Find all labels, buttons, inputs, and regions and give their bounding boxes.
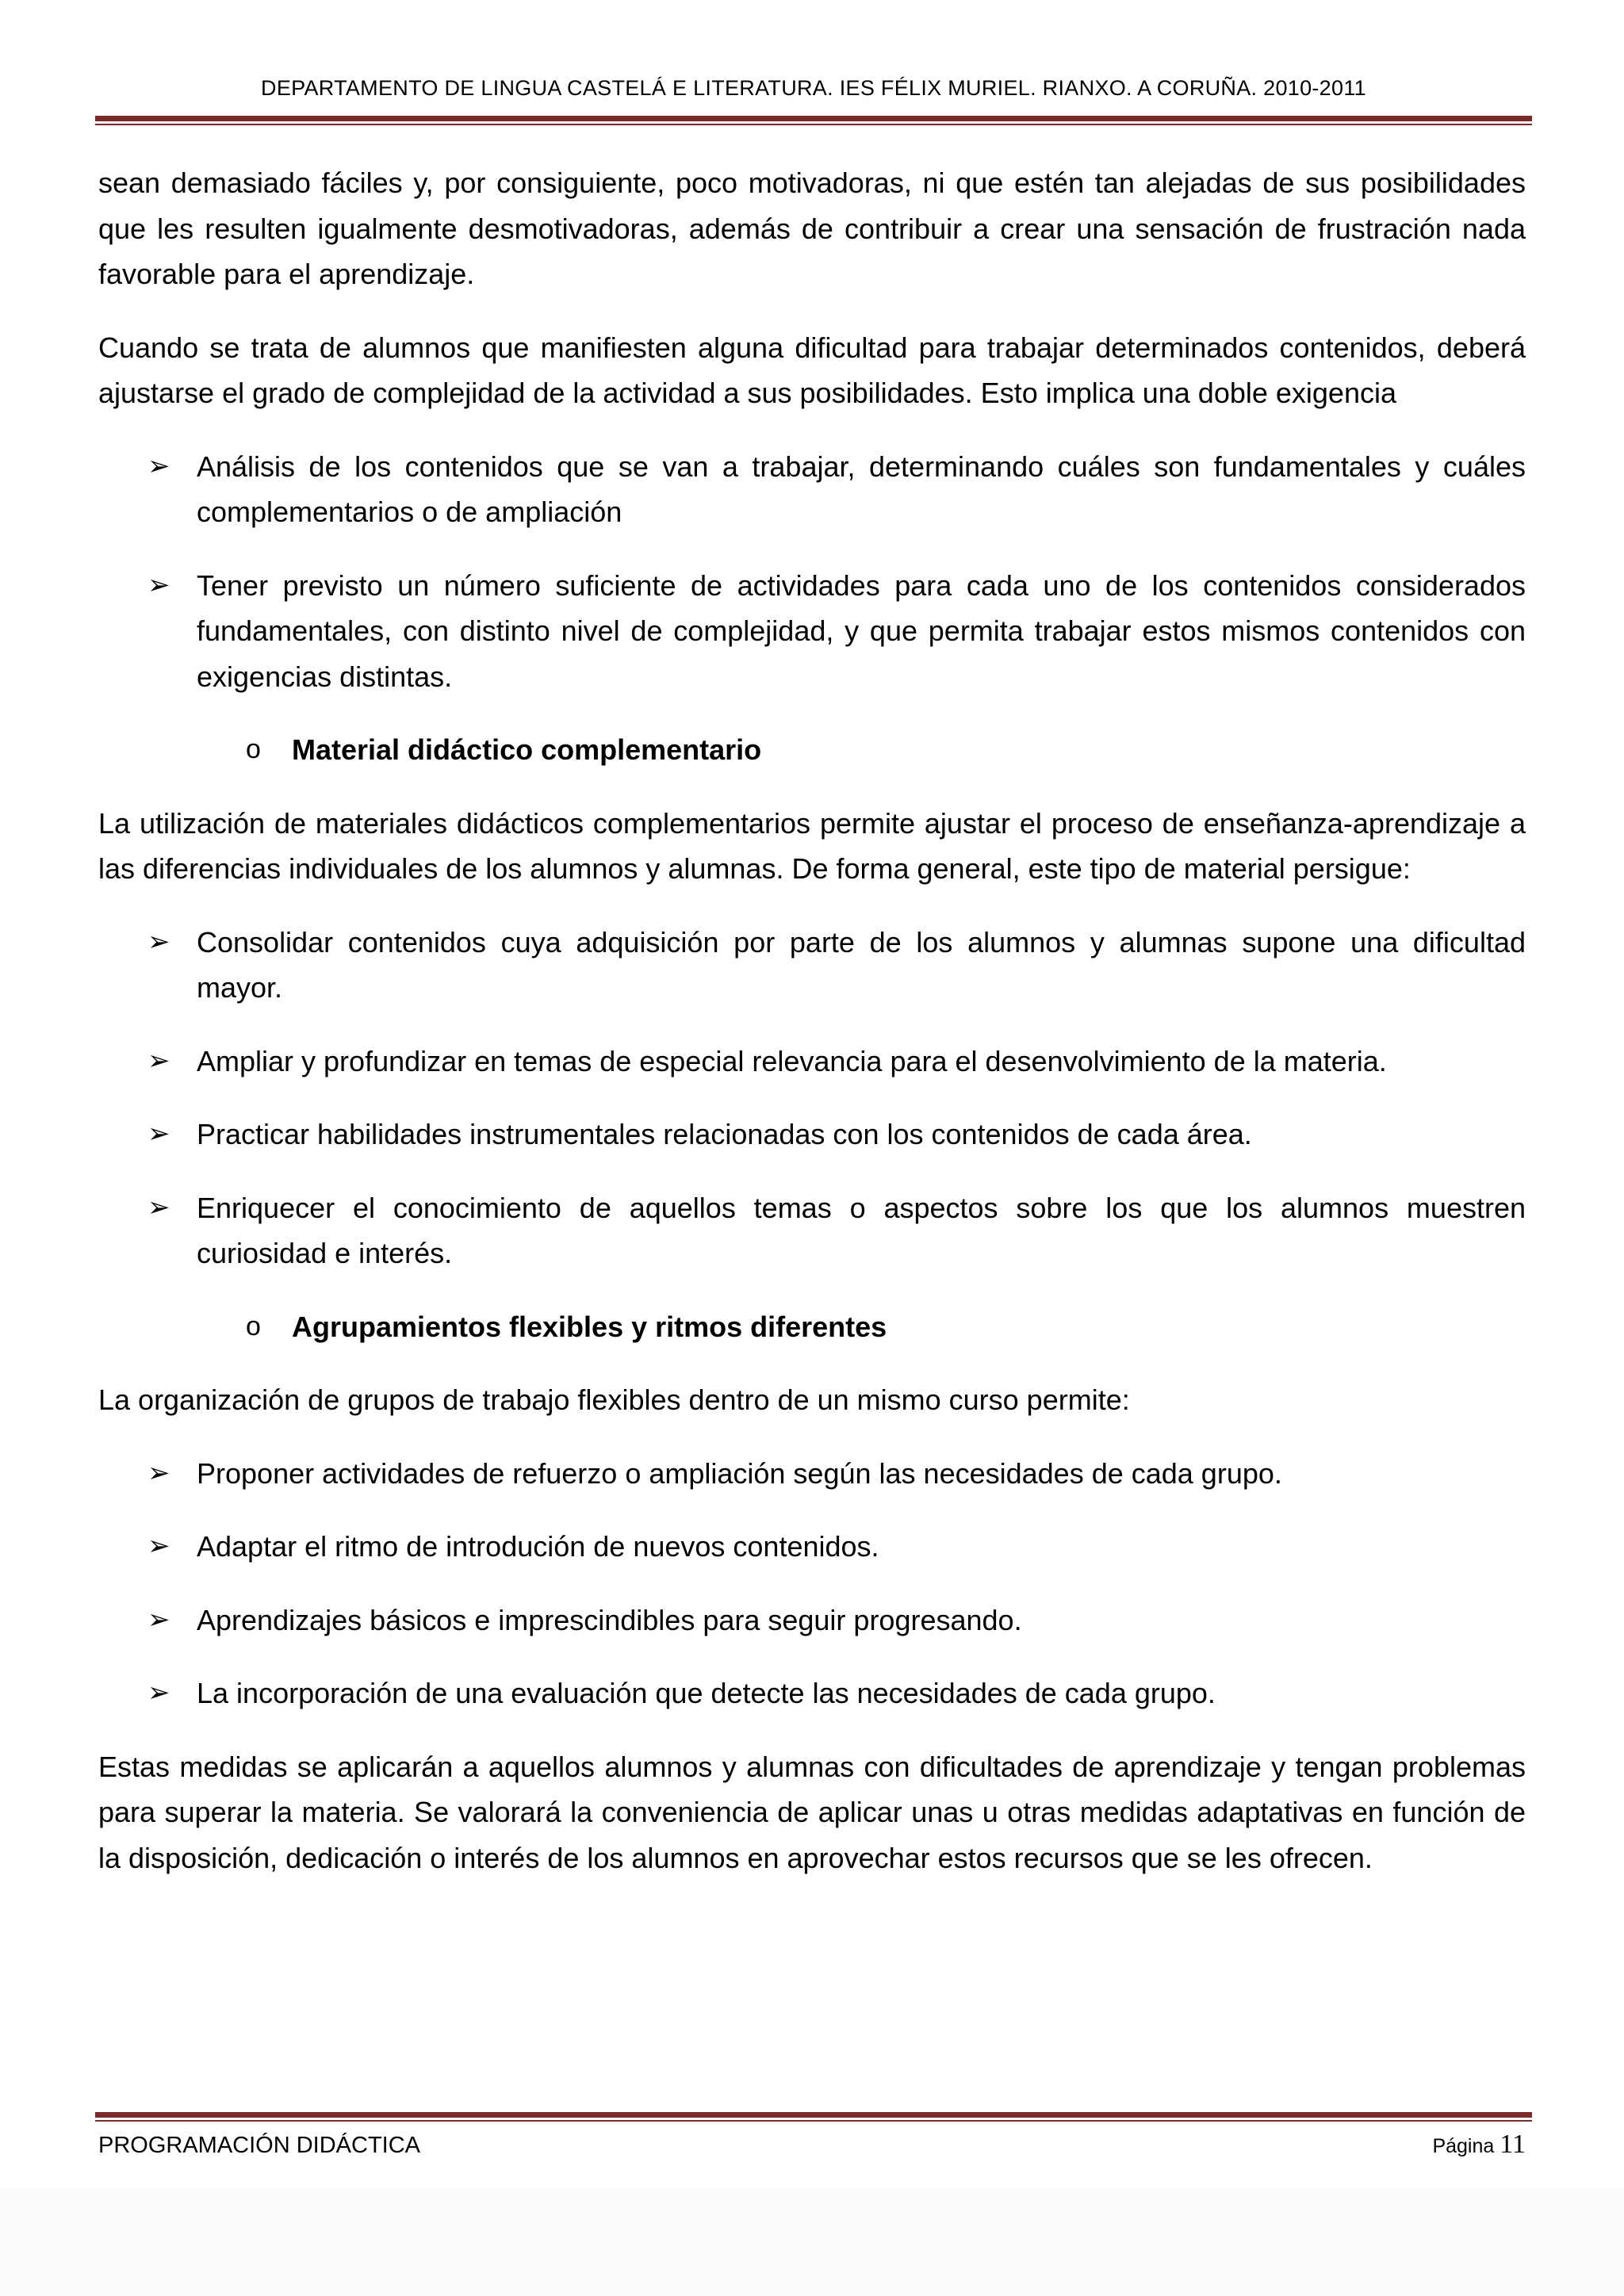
arrow-bullet-icon: ➢ <box>147 1119 170 1149</box>
list-item <box>98 1670 1526 1716</box>
paragraph: La utilización de materiales didácticos complementarios permite ajustar el proceso de enseñanza-aprendizaje a las diferencias individuales de los alumnos y alumnas. De forma general, este tipo de material persigue: <box>98 806 1526 885</box>
list-item <box>98 1039 1526 1085</box>
page-number <box>1432 2130 1526 2160</box>
list-item-text: Practicar habilidades instrumentales relacionadas con los contenidos de cada área. <box>197 1118 1252 1150</box>
page-header: DEPARTAMENTO DE LINGUA CASTELÁ E LITERATURA. IES FÉLIX MURIEL. RIANXO. A CORUÑA. 2010-2011 <box>261 76 1366 100</box>
section-heading <box>98 727 1526 773</box>
list-item-text: Ampliar y profundizar en temas de especial relevancia para el desenvolvimiento de la materia. <box>197 1044 1387 1077</box>
paragraph: Estas medidas se aplicarán a aquellos alumnos y alumnas con dificultades de aprendizaje y tengan problemas para superar la materia. Se valorará la conveniencia de aplicar unas u otras medidas adaptativas en función de la disposición, dedicación o interés de los alumnos en aprovechar estos recursos que se les ofrecen. <box>98 1750 1526 1874</box>
list-item-text: Consolidar contenidos cuya adquisición por parte de los alumnos y alumnas supone una dificultad mayor. <box>197 925 1526 1004</box>
arrow-bullet-icon: ➢ <box>147 450 170 481</box>
list-item-text: Tener previsto un número suficiente de actividades para cada uno de los contenidos considerados fundamentales, con distinto nivel de complejidad, y que permita trabajar estos mismos contenidos con exigencias distintas. <box>197 568 1526 693</box>
document-body <box>98 160 1526 1908</box>
list-item-text: Análisis de los contenidos que se van a trabajar, determinando cuáles son fundamentales y cuáles complementarios o de ampliación <box>197 450 1526 528</box>
page-label: Página <box>1432 2135 1495 2157</box>
list-item <box>98 563 1526 700</box>
arrow-bullet-icon: ➢ <box>147 1045 170 1076</box>
paragraph: sean demasiado fáciles y, por consiguiente, poco motivadoras, ni que estén tan alejadas de sus posibilidades que les resulten igualmente desmotivadoras, además de contribuir a crear una sensación de frustración nada favorable para el aprendizaje. <box>98 166 1526 290</box>
circle-bullet-icon: o <box>246 1311 261 1341</box>
list-item <box>98 1112 1526 1158</box>
footer-rule-thick <box>95 2112 1532 2118</box>
list-item <box>98 920 1526 1011</box>
list-item <box>98 1598 1526 1644</box>
arrow-bullet-icon: ➢ <box>147 569 170 600</box>
arrow-bullet-icon: ➢ <box>147 926 170 957</box>
list-item <box>98 1185 1526 1276</box>
footer-rule-thin <box>95 2120 1532 2122</box>
list-item-text: Enriquecer el conocimiento de aquellos temas o aspectos sobre los que los alumnos muestren curiosidad e interés. <box>197 1191 1526 1269</box>
list-item-text: Adaptar el ritmo de introdución de nuevos contenidos. <box>197 1530 879 1563</box>
list-item-text: Proponer actividades de refuerzo o ampliación según las necesidades de cada grupo. <box>197 1456 1282 1490</box>
list-item <box>98 1451 1526 1497</box>
page-number-value: 11 <box>1500 2130 1526 2159</box>
list-item <box>98 1524 1526 1570</box>
list-item <box>98 444 1526 535</box>
header-rule-thin <box>95 124 1532 125</box>
arrow-bullet-icon: ➢ <box>147 1678 170 1708</box>
section-heading-text: Agrupamientos flexibles y ritmos diferentes <box>292 1310 887 1343</box>
list-item-text: La incorporación de una evaluación que detecte las necesidades de cada grupo. <box>197 1677 1216 1709</box>
section-heading-text: Material didáctico complementario <box>292 733 762 766</box>
page-bottom-margin <box>0 2188 1624 2296</box>
arrow-bullet-icon: ➢ <box>147 1192 170 1223</box>
list-item-text: Aprendizajes básicos e imprescindibles para seguir progresando. <box>197 1603 1022 1636</box>
footer-title: PROGRAMACIÓN DIDÁCTICA <box>98 2133 421 2158</box>
paragraph: Cuando se trata de alumnos que manifiesten alguna dificultad para trabajar determinados contenidos, deberá ajustarse el grado de complejidad de la actividad a sus posibilidades. Esto implica una doble exigencia <box>98 331 1526 409</box>
circle-bullet-icon: o <box>246 734 261 764</box>
section-heading <box>98 1304 1526 1350</box>
arrow-bullet-icon: ➢ <box>147 1604 170 1635</box>
header-rule-thick <box>95 116 1532 121</box>
arrow-bullet-icon: ➢ <box>147 1457 170 1488</box>
paragraph: La organización de grupos de trabajo flexibles dentro de un mismo curso permite: <box>98 1383 1130 1416</box>
arrow-bullet-icon: ➢ <box>147 1531 170 1561</box>
